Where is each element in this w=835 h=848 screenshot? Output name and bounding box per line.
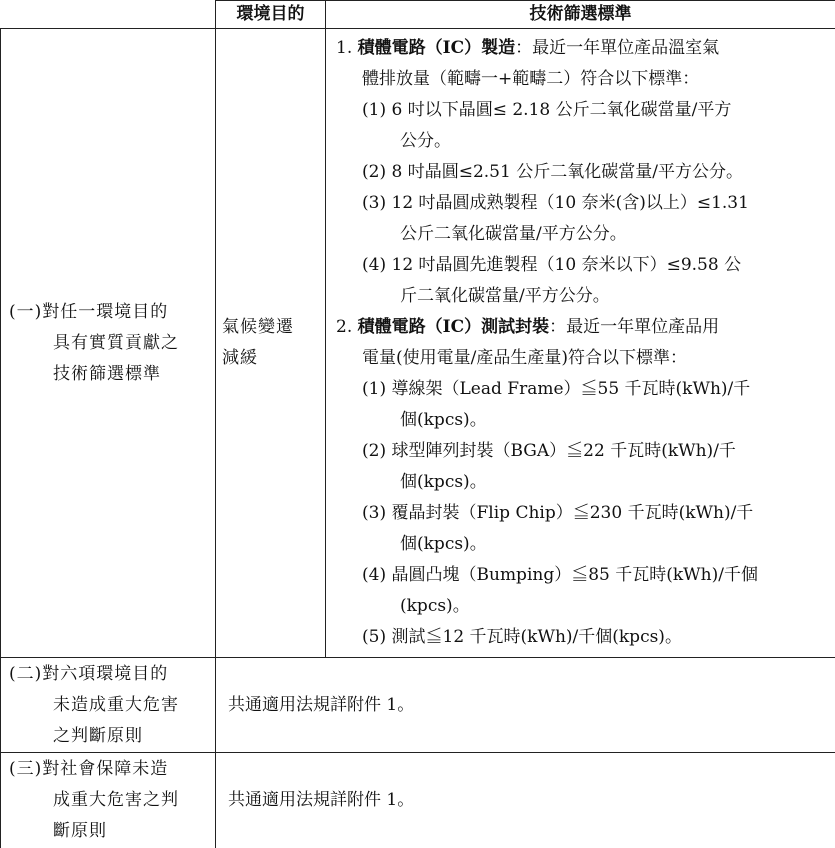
header-criteria: 技術篩選標準 [326, 1, 835, 29]
objective-line: 氣候變遷 [222, 312, 325, 343]
item1-line-b: 體排放量（範疇一+範疇二）符合以下標準： [336, 64, 831, 95]
row2-text: 共通適用法規詳附件 1。 [216, 658, 835, 753]
row1-criteria-cell [326, 29, 835, 658]
item2-sub1-b: 個(kpcs)。 [336, 405, 831, 436]
row2-label [1, 659, 215, 752]
objective-line: 減緩 [222, 343, 325, 374]
row-substantial-contribution [1, 29, 835, 658]
row2-label-line: 未造成重大危害 [9, 690, 215, 721]
item1-sub3-a: (3) 12 吋晶圓成熟製程（10 奈米(含)以上）≤1.31 [336, 188, 831, 219]
item1-sub3-b: 公斤二氧化碳當量/平方公分。 [336, 219, 831, 250]
item1-line-a: 1. 積體電路（IC）製造：最近一年單位產品溫室氣 [336, 33, 831, 64]
header-env-objective: 環境目的 [216, 1, 326, 29]
row1-label-line: (一)對任一環境目的 [9, 297, 215, 328]
item2-sub4-b: (kpcs)。 [336, 591, 831, 622]
item1-sub1-a: (1) 6 吋以下晶圓≤ 2.18 公斤二氧化碳當量/平方 [336, 95, 831, 126]
row3-label-line: 成重大危害之判 [9, 785, 215, 816]
row3-label-cell [1, 753, 216, 848]
row3-label [1, 754, 215, 847]
row3-text: 共通適用法規詳附件 1。 [216, 753, 835, 848]
item2-sub3-a: (3) 覆晶封裝（Flip Chip）≦230 千瓦時(kWh)/千 [336, 498, 831, 529]
row2-label-line: 之判斷原則 [9, 721, 215, 752]
header-blank [1, 1, 216, 29]
item2-sub3-b: 個(kpcs)。 [336, 529, 831, 560]
row3-label-line: (三)對社會保障未造 [9, 754, 215, 785]
item1-sub1-b: 公分。 [336, 126, 831, 157]
item2-line-b: 電量(使用電量/產品生產量)符合以下標準： [336, 343, 831, 374]
item2-sub4-a: (4) 晶圓凸塊（Bumping）≦85 千瓦時(kWh)/千個 [336, 560, 831, 591]
item1-sub4-a: (4) 12 吋晶圓先進製程（10 奈米以下）≤9.58 公 [336, 250, 831, 281]
row1-label [1, 297, 215, 390]
item1-sub2-a: (2) 8 吋晶圓≤2.51 公斤二氧化碳當量/平方公分。 [336, 157, 831, 188]
header-row [1, 1, 835, 29]
item2-sub5-a: (5) 測試≦12 千瓦時(kWh)/千個(kpcs)。 [336, 622, 831, 653]
item2-sub2-b: 個(kpcs)。 [336, 467, 831, 498]
row-dnsh [1, 658, 835, 753]
item2-line-a: 2. 積體電路（IC）測試封裝：最近一年單位產品用 [336, 312, 831, 343]
row2-label-line: (二)對六項環境目的 [9, 659, 215, 690]
row-social-safeguard [1, 753, 835, 848]
item1-sub4-b: 斤二氧化碳當量/平方公分。 [336, 281, 831, 312]
item2-sub2-a: (2) 球型陣列封裝（BGA）≦22 千瓦時(kWh)/千 [336, 436, 831, 467]
item2-sub1-a: (1) 導線架（Lead Frame）≦55 千瓦時(kWh)/千 [336, 374, 831, 405]
row1-label-cell [1, 29, 216, 658]
row2-label-cell [1, 658, 216, 753]
row1-label-line: 具有實質貢獻之 [9, 328, 215, 359]
row1-label-line: 技術篩選標準 [9, 359, 215, 390]
row1-objective-cell [216, 29, 326, 658]
row3-label-line: 斷原則 [9, 816, 215, 847]
